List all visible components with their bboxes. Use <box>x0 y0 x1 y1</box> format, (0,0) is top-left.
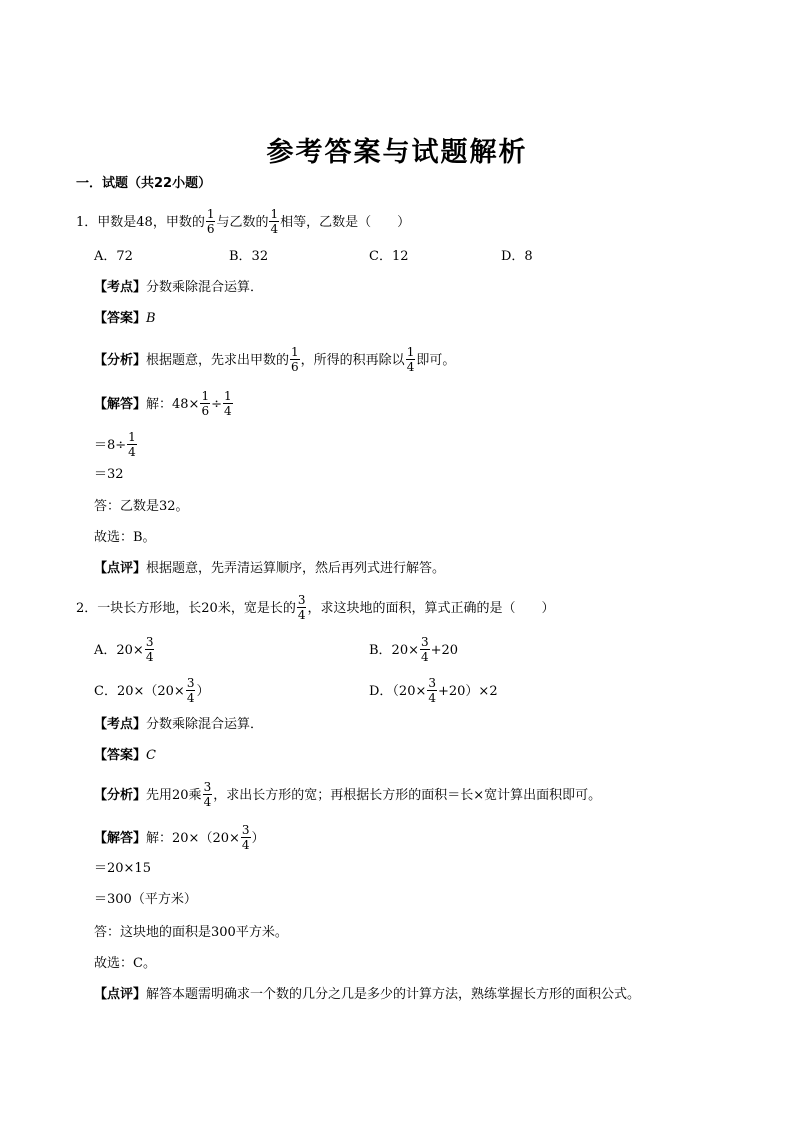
q1-stem: 1．甲数是48，甲数的 $\frac{1}{6}$ 与乙数的 $\frac{1}{4}$ 相等，乙数是（ ） <box>76 207 411 236</box>
q1-choice: 故选：B。 <box>94 530 156 545</box>
q2-option-a: A．20× $\frac{3}{4}$ <box>94 635 154 664</box>
q1-dianping: 【点评】根据题意，先弄清运算顺序，然后再列式进行解答。 <box>94 561 446 576</box>
fraction: $\frac{1}{4}$ <box>406 345 415 374</box>
q2-option-d: D．（20× $\frac{3}{4}$ +20）×2 <box>369 676 498 705</box>
fraction: $\frac{3}{4}$ <box>186 676 195 705</box>
fraction: $\frac{1}{4}$ <box>270 207 279 236</box>
q2-daan: 【答案】C <box>94 748 156 763</box>
fraction: $\frac{3}{4}$ <box>241 823 250 852</box>
q2-jieda: 【解答】解：20×（20× $\frac{3}{4}$ ） <box>94 823 265 852</box>
fraction: $\frac{1}{6}$ <box>201 389 210 418</box>
fraction: $\frac{3}{4}$ <box>145 635 154 664</box>
section-header: 一．试题（共22小题） <box>76 176 212 191</box>
fraction: $\frac{3}{4}$ <box>297 593 306 622</box>
page-title: 参考答案与试题解析 <box>266 137 528 168</box>
q2-kaodian: 【考点】分数乘除混合运算． <box>94 717 264 732</box>
q2-fenxi: 【分析】先用20乘 $\frac{3}{4}$ ，求出长方形的宽；再根据长方形的面积＝长×宽计算出面积即可。 <box>94 780 602 809</box>
q1-option-a: A．72 <box>94 249 133 264</box>
q1-kaodian: 【考点】分数乘除混合运算． <box>94 280 264 295</box>
q1-daan: 【答案】B <box>94 311 156 326</box>
q2-option-c: C．20×（20× $\frac{3}{4}$ ） <box>94 676 210 705</box>
q2-choice: 故选：C。 <box>94 956 156 971</box>
q1-option-c: C．12 <box>369 249 409 264</box>
fraction: $\frac{3}{4}$ <box>428 676 436 705</box>
fraction: $\frac{3}{4}$ <box>421 635 429 664</box>
q2-step-1: ＝20×15 <box>94 861 151 876</box>
q1-option-b: B．32 <box>229 249 269 264</box>
q1-jieda: 【解答】解：48× $\frac{1}{6}$ ÷ $\frac{1}{4}$ <box>94 389 232 418</box>
fraction: $\frac{1}{4}$ <box>128 430 136 459</box>
fraction: $\frac{1}{4}$ <box>224 389 232 418</box>
fraction: $\frac{1}{6}$ <box>291 345 299 374</box>
q2-option-b: B．20× $\frac{3}{4}$ +20 <box>369 635 459 664</box>
q2-stem: 2．一块长方形地，长20米，宽是长的 $\frac{3}{4}$ ，求这块地的面积，算式正确的是（ ） <box>76 593 555 622</box>
fraction: $\frac{3}{4}$ <box>203 780 212 809</box>
q1-option-d: D．8 <box>501 249 533 264</box>
q2-answer: 答：这块地的面积是300平方米。 <box>94 925 288 940</box>
fraction: $\frac{1}{6}$ <box>206 207 215 236</box>
q1-answer: 答：乙数是32。 <box>94 499 189 514</box>
q1-fenxi: 【分析】根据题意，先求出甲数的 $\frac{1}{6}$ ，所得的积再除以 $\frac{1}{4}$ 即可。 <box>94 345 456 374</box>
q2-step-2: ＝300（平方米） <box>94 892 197 907</box>
q2-dianping: 【点评】解答本题需明确求一个数的几分之几是多少的计算方法，熟练掌握长方形的面积公式。 <box>94 987 641 1002</box>
q1-step-1: ＝8÷ $\frac{1}{4}$ <box>94 430 136 459</box>
q1-step-2: ＝32 <box>94 467 124 482</box>
